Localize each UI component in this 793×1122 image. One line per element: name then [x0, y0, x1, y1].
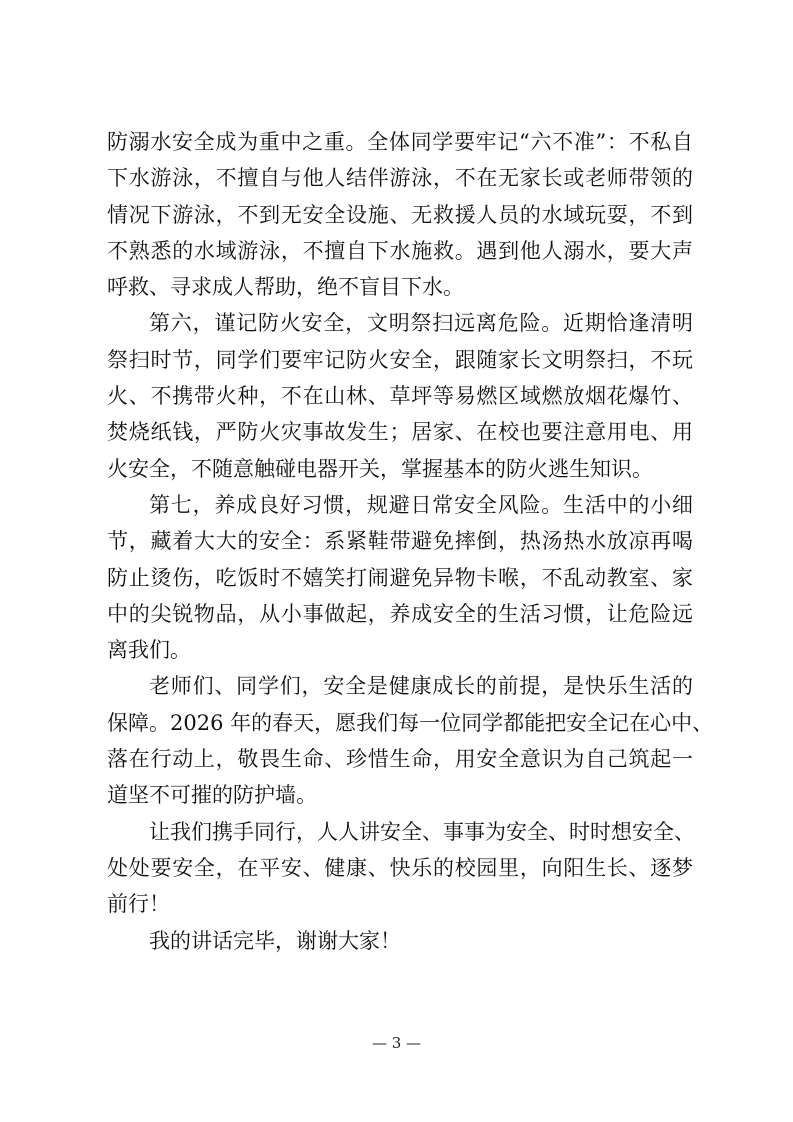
text-line: 我的讲话完毕，谢谢大家！ — [149, 928, 401, 953]
text-line: 节，藏着大大的安全：系紧鞋带避免摔倒，热汤热水放凉再喝 — [107, 529, 693, 554]
text-line: 让我们携手同行，人人讲安全、事事为安全、时时想安全、 — [149, 819, 695, 844]
speech-body — [107, 124, 714, 959]
text-line: 保障。2026 年的春天，愿我们每一位同学都能把安全记在心中、 — [107, 710, 714, 735]
text-line: 处处要安全，在平安、健康、快乐的校园里，向阳生长、逐梦 — [107, 855, 693, 880]
text-line: 情况下游泳，不到无安全设施、无救援人员的水域玩耍，不到 — [107, 202, 693, 227]
text-line: 焚烧纸钱，严防火灾事故发生；居家、在校也要注意用电、用 — [107, 420, 693, 445]
text-line: 防止烫伤，吃饭时不嬉笑打闹避免异物卡喉，不乱动教室、家 — [107, 565, 693, 590]
text-line: 道坚不可摧的防护墙。 — [107, 783, 317, 808]
text-line: 防溺水安全成为重中之重。全体同学要牢记“六不准”：不私自 — [107, 130, 693, 154]
text-line: 祭扫时节，同学们要牢记防火安全，跟随家长文明祭扫，不玩 — [107, 347, 693, 372]
text-line: 下水游泳，不擅自与他人结伴游泳，不在无家长或老师带领的 — [107, 166, 693, 191]
text-line: 中的尖锐物品，从小事做起，养成安全的生活习惯，让危险远 — [107, 601, 693, 626]
text-line: 第七，养成良好习惯，规避日常安全风险。生活中的小细 — [149, 492, 693, 517]
text-line: 老师们、同学们，安全是健康成长的前提，是快乐生活的 — [149, 674, 693, 699]
text-line: 火安全，不随意触碰电器开关，掌握基本的防火逃生知识。 — [107, 456, 653, 481]
page-number: — 3 — — [371, 1034, 422, 1052]
text-line: 火、不携带火种，不在山林、草坪等易燃区域燃放烟花爆竹、 — [107, 384, 693, 409]
text-line: 呼救、寻求成人帮助，绝不盲目下水。 — [107, 275, 464, 300]
text-line: 不熟悉的水域游泳，不擅自下水施救。遇到他人溺水，要大声 — [107, 238, 693, 263]
text-line: 第六，谨记防火安全，文明祭扫远离危险。近期恰逢清明 — [149, 311, 693, 336]
text-line: 离我们。 — [107, 638, 191, 663]
text-line: 前行！ — [107, 892, 170, 917]
text-line: 落在行动上，敬畏生命、珍惜生命，用安全意识为自己筑起一 — [107, 747, 693, 772]
